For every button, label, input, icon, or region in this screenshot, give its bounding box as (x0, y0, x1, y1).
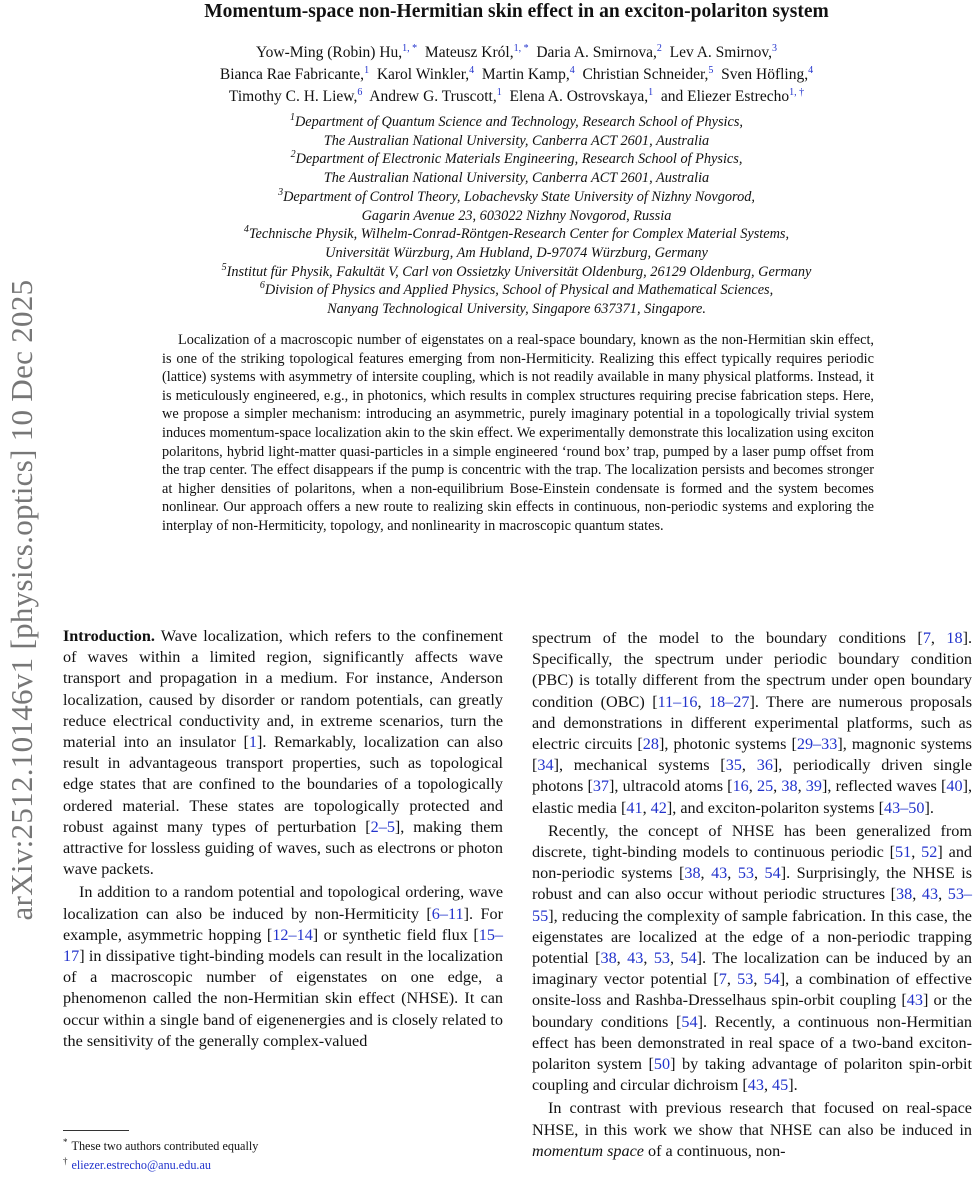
citation-link[interactable]: 53 (737, 864, 754, 883)
citation-link[interactable]: 38 (781, 777, 798, 796)
citation-link[interactable]: 16 (732, 777, 749, 796)
affiliation-line (60, 169, 973, 188)
citation-link[interactable]: 1 (248, 733, 258, 752)
citation-link[interactable]: 50 (653, 1055, 671, 1074)
author-affil-mark[interactable]: 1 (648, 86, 654, 98)
footnotes (63, 1137, 503, 1175)
citation-link[interactable]: 43–50 (884, 798, 925, 817)
author-name: Yow-Ming (Robin) Hu, (256, 44, 403, 61)
affiliation-text: Division of Physics and Applied Physics, School of Physical and Mathematical Sciences, (264, 282, 774, 299)
citation-link[interactable]: 45 (772, 1076, 789, 1095)
affiliation-line (60, 281, 973, 300)
author-affil-mark[interactable]: 1 (364, 64, 370, 76)
affiliation-text: Department of Electronic Materials Engineering, Research School of Physics, (295, 151, 743, 168)
citation-link[interactable]: 2–5 (370, 817, 395, 836)
footnote-mark: † (63, 1155, 68, 1166)
affiliation-text: Department of Control Theory, Lobachevsky State University of Nizhny Novgorod, (283, 188, 755, 205)
affiliation-number: 3 (278, 187, 284, 199)
affiliation-line (60, 132, 973, 151)
affiliation-text: Universität Würzburg, Am Hubland, D-97074 Würzburg, Germany (325, 244, 708, 261)
citation-link[interactable]: 29–33 (796, 735, 838, 754)
affiliation-line (60, 207, 973, 226)
author-name: Karol Winkler, (376, 66, 470, 83)
citation-link[interactable]: 41 (626, 798, 643, 817)
citation-link[interactable]: 43 (711, 864, 728, 883)
body-paragraph: In addition to a random potential and topological ordering, wave localization can also be induced by non-Hermiticity [6–11]. For example, asymmetric hopping [12–14] or synthetic field flux [15–17] in dissipative tight-binding models can result in the localization of a macroscopic number of eigenstates on one edge, a phenomenon called the non-Hermitian skin effect (NHSE). It can occur within a single band of eigenenergies and is closely related to the sensitivity of the generally complex-valued (63, 883, 503, 1050)
author-name: Sven Höfling, (721, 66, 809, 83)
citation-link[interactable]: 43 (921, 885, 939, 904)
citation-link[interactable]: 28 (642, 735, 659, 754)
section-heading: Introduction. (63, 627, 155, 645)
citation-link[interactable]: 18–27 (709, 692, 750, 711)
citation-link[interactable]: 54 (764, 864, 781, 883)
affiliation-number: 2 (290, 149, 296, 161)
body-paragraph: Introduction. Wave localization, which refers to the confinement of waves within a limited region, significantly affects wave transport and propagation in a medium. For instance, Anderson localization, caused by disorder or random potentials, can greatly reduce electrical conductivity and, in extreme scenarios, turn the material into an insulator [1]. Remarkably, localization can also result in advantageous transport properties, such as topological edge states that are confined to the boundaries of a topologically ordered material. These states are topologically protected and robust against many types of perturbation [2–5], making them attractive for lossless guiding of waves, such as electrons or photon wave packets. (63, 627, 503, 879)
citation-link[interactable]: 25 (756, 777, 774, 796)
author-name: Daria A. Smirnova, (536, 44, 657, 61)
arxiv-identifier: arXiv:2512.10146v1 [physics.optics] 10 Dec 2025 (4, 279, 39, 921)
author-name: Lev A. Smirnov, (669, 44, 772, 61)
author-name: and Eliezer Estrecho (660, 88, 790, 105)
affiliation-line (60, 244, 973, 263)
affiliation-line (60, 300, 973, 319)
body-paragraph: spectrum of the model to the boundary conditions [7, 18]. Specifically, the spectrum under periodic boundary condition (PBC) is totally different from the spectrum under open boundary condition (OBC) [11–16, 18–27]. There are numerous proposals and demonstrations in different experimental platforms, such as electric circuits [28], photonic systems [29–33], magnonic systems [34], mechanical systems [35, 36], periodically driven single photons [37], ultracold atoms [16, 25, 38, 39], reflected waves [40], elastic media [41, 42], and exciton-polariton systems [43–50]. (532, 629, 973, 817)
citation-link[interactable]: 11–16 (657, 692, 698, 711)
footnote-mark: * (63, 1136, 68, 1147)
citation-link[interactable]: 35 (725, 756, 742, 775)
author-affil-mark[interactable]: 3 (771, 42, 777, 54)
affiliation-line (60, 150, 973, 169)
body-column-left (63, 626, 503, 1052)
affiliation-text: The Australian National University, Canberra ACT 2601, Australia (323, 132, 710, 149)
author-name: Bianca Rae Fabricante, (219, 66, 365, 83)
author-affil-mark[interactable]: 1 (496, 86, 502, 98)
citation-link[interactable]: 53 (653, 949, 670, 968)
affiliation-line (60, 113, 973, 132)
citation-link[interactable]: 43 (906, 991, 923, 1010)
author-name: Timothy C. H. Liew, (228, 88, 358, 105)
author-affil-mark[interactable]: 2 (656, 42, 662, 54)
footnote-text: These two authors contributed equally (71, 1139, 259, 1153)
author-affil-mark[interactable]: 5 (708, 64, 714, 76)
citation-link[interactable]: 52 (921, 843, 938, 862)
citation-link[interactable]: 54 (680, 949, 697, 968)
author-affil-mark[interactable]: 4 (569, 64, 575, 76)
author-name: Martin Kamp, (481, 66, 570, 83)
author-affil-mark[interactable]: 4 (808, 64, 814, 76)
arxiv-sidebar-stamp (2, 240, 42, 960)
affiliation-text: The Australian National University, Canberra ACT 2601, Australia (323, 170, 710, 187)
author-name: Christian Schneider, (582, 66, 709, 83)
citation-link[interactable]: 40 (946, 777, 963, 796)
citation-link[interactable]: 38 (684, 864, 701, 883)
citation-link[interactable]: 42 (650, 798, 667, 817)
author-affil-mark[interactable]: 1, † (789, 86, 805, 98)
affiliation-number: 1 (289, 112, 295, 124)
affiliation-number: 5 (221, 261, 227, 273)
citation-link[interactable]: 7 (922, 629, 931, 647)
affiliation-line (60, 263, 973, 282)
author-list (60, 42, 973, 108)
citation-link[interactable]: 37 (592, 777, 610, 796)
affiliation-text: Department of Quantum Science and Technology, Research School of Physics, (294, 114, 743, 130)
body-paragraph: In contrast with previous research that focused on real-space NHSE, in this work we show that NHSE can also be induced in momentum space of a continuous, non- (532, 1099, 972, 1160)
citation-link[interactable]: 6–11 (431, 904, 464, 923)
citation-link[interactable]: 36 (756, 756, 773, 775)
footnote (63, 1156, 503, 1175)
footnote-rule (63, 1130, 129, 1131)
citation-link[interactable]: 54 (681, 1012, 698, 1031)
citation-link[interactable]: 54 (763, 970, 780, 989)
abstract-text: Localization of a macroscopic number of eigenstates on a real-space boundary, known as the non-Hermitian skin effect, is one of the striking topological features emerging from non-Hermiticity. Realizing this effect typically requires periodic (lattice) systems with asymmetry of intersite coupling, which is not readily available in many physical platforms. Instead, it is meticulously engineered, e.g., in photonics, which results in complex structures requiring precise fabrication steps. Here, we propose a simpler mechanism: introducing an asymmetric, purely imaginary potential in a topologically trivial system induces momentum-space localization akin to the skin effect. We experimentally demonstrate this localization using exciton polaritons, hybrid light-matter quasi-particles in a simple engineered ‘round box’ trap, pumped by a laser pump offset from the trap center. The effect disappears if the pump is concentric with the trap. The localization persists and becomes stronger at higher densities of polaritons, when a non-equilibrium Bose-Einstein condensate is formed and the system becomes nonlinear. Our approach offers a new route to realizing skin effects in continuous, non-periodic systems and exploring the interplay of non-Hermiticity, topology, and nonlinearity in macroscopic quantum states. (162, 332, 874, 534)
citation-link[interactable]: 15–17 (63, 925, 503, 966)
author-name: Andrew G. Truscott, (369, 88, 497, 105)
affiliation-text: Institut für Physik, Fakultät V, Carl von Ossietzky Universität Oldenburg, 26129 Oldenburg, Germany (226, 263, 812, 280)
citation-link[interactable]: 53 (737, 970, 754, 989)
affiliation-line (60, 225, 973, 244)
author-affil-mark[interactable]: 1, * (402, 42, 418, 54)
citation-link[interactable]: 12–14 (272, 925, 313, 944)
author-name: Elena A. Ostrovskaya, (509, 88, 649, 105)
author-name: Mateusz Król, (424, 44, 514, 61)
affiliation-number: 6 (259, 280, 265, 292)
citation-link[interactable]: 38 (600, 949, 617, 968)
email-link[interactable]: eliezer.estrecho@anu.edu.au (71, 1158, 211, 1172)
citation-link[interactable]: 38 (896, 885, 913, 904)
footnote (63, 1137, 503, 1156)
affiliation-text: Gagarin Avenue 23, 603022 Nizhny Novgorod, Russia (361, 207, 672, 224)
affiliation-text: Nanyang Technological University, Singapore 637371, Singapore. (327, 301, 706, 318)
affiliation-list (60, 113, 973, 319)
citation-link[interactable]: 51 (895, 843, 912, 862)
citation-link[interactable]: 43 (627, 949, 644, 968)
citation-link[interactable]: 7 (718, 970, 727, 989)
body-paragraph: Recently, the concept of NHSE has been generalized from discrete, tight-binding models to continuous periodic [51, 52] and non-periodic systems [38, 43, 53, 54]. Surprisingly, the NHSE is robust and can also occur without periodic structures [38, 43, 53–55], reducing the complexity of sample fabrication. In this case, the eigenstates are localized at the edge of a non-periodic trapping potential [38, 43, 53, 54]. The localization can be induced by an imaginary vector potential [7, 53, 54], a combination of effective onsite-loss and Rashba-Dresselhaus spin-orbit coupling [43] or the boundary conditions [54]. Recently, a continuous non-Hermitian effect has been demonstrated in real space of a two-band exciton-polariton system [50] by taking advantage of polariton spin-orbit coupling and circular dichroism [43, 45]. (532, 821, 973, 1095)
emphasis: momentum space (532, 1141, 644, 1160)
citation-link[interactable]: 18 (946, 629, 963, 647)
citation-link[interactable]: 39 (805, 777, 822, 796)
abstract (162, 331, 874, 536)
paper-title: Momentum-space non-Hermitian skin effect in an exciton-polariton system (204, 1, 829, 22)
affiliation-text: Technische Physik, Wilhelm-Conrad-Röntgen-Research Center for Complex Material Systems, (248, 226, 790, 243)
affiliation-number: 4 (243, 224, 249, 236)
citation-link[interactable]: 53–55 (532, 885, 972, 925)
affiliation-line (60, 188, 973, 207)
body-column-right (532, 628, 972, 1162)
author-affil-mark[interactable]: 6 (357, 86, 363, 98)
author-affil-mark[interactable]: 4 (469, 64, 475, 76)
citation-link[interactable]: 34 (537, 756, 554, 775)
author-affil-mark[interactable]: 1, * (513, 42, 529, 54)
citation-link[interactable]: 43 (747, 1076, 764, 1095)
